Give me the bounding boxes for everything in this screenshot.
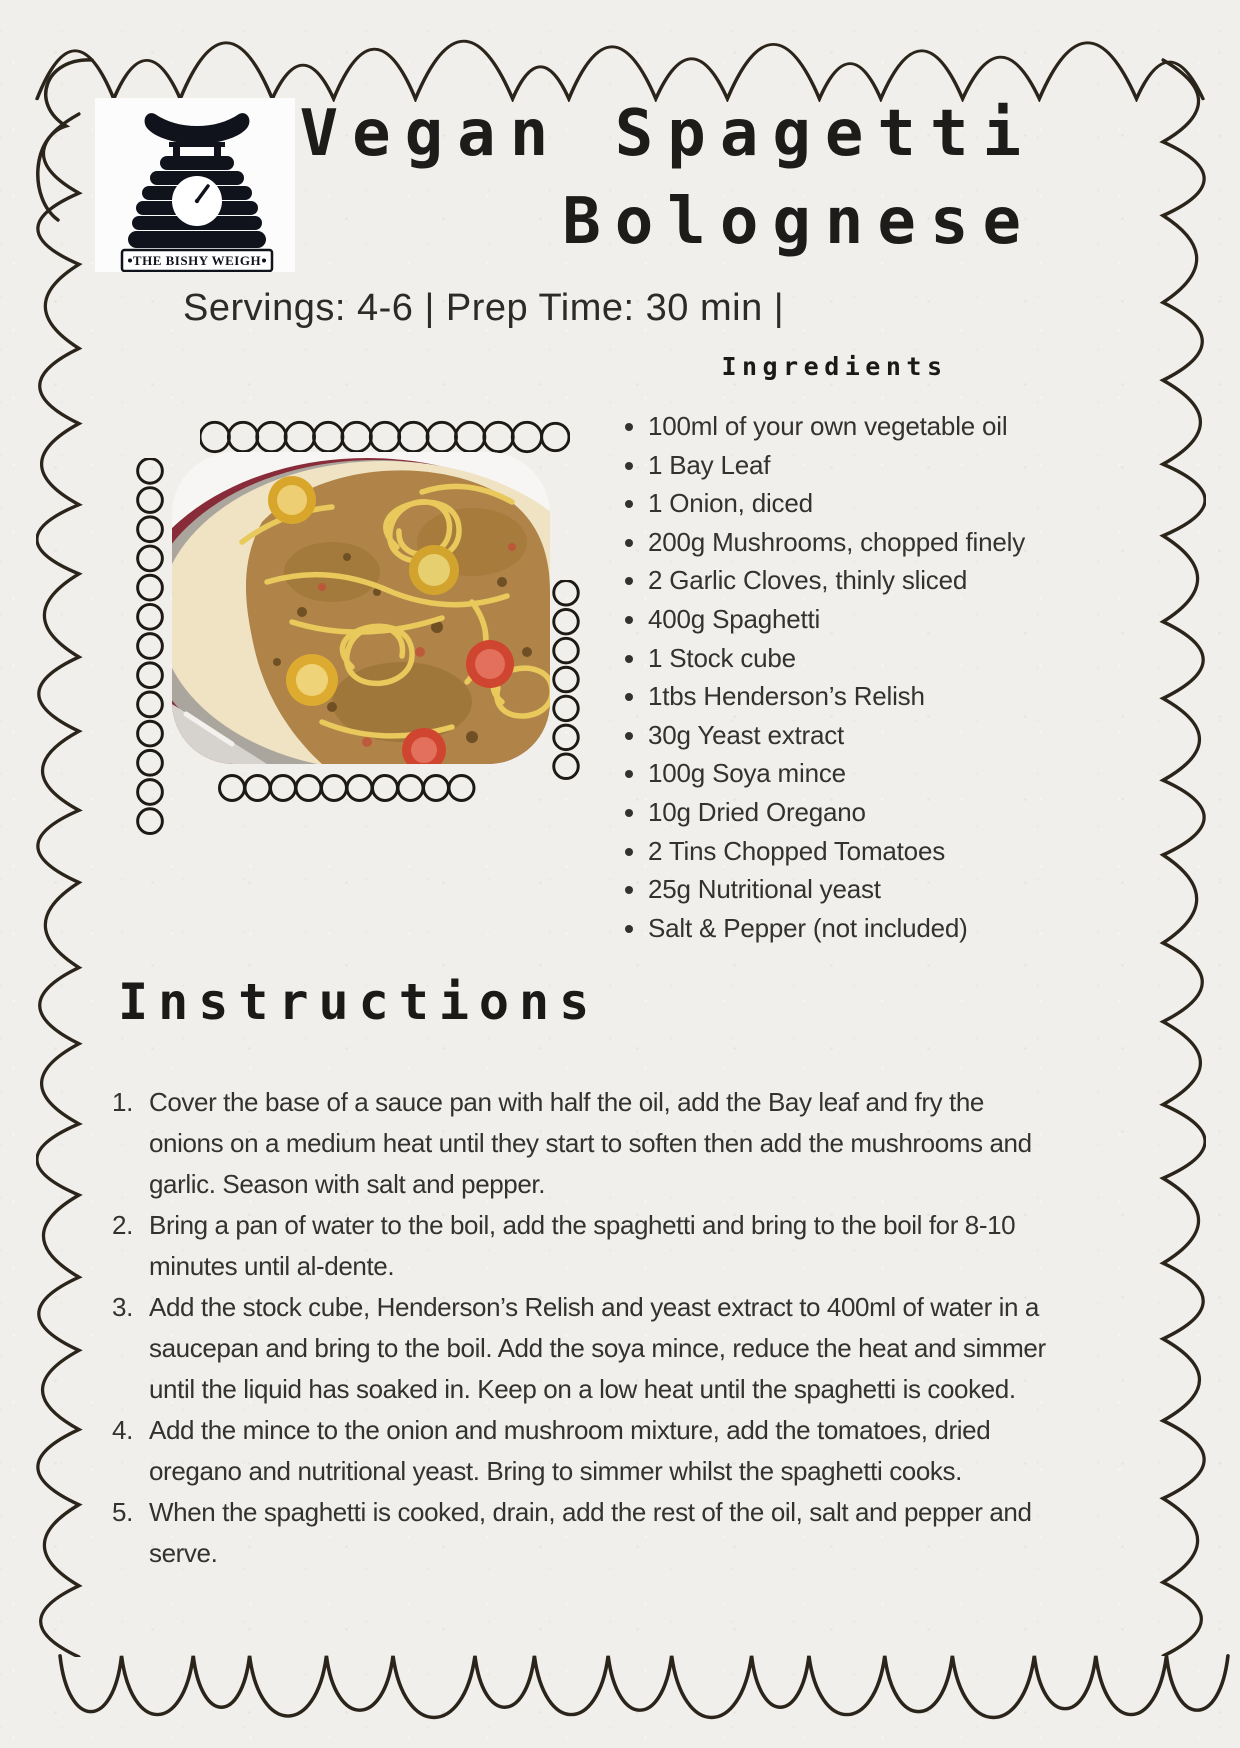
decorative-border-bottom — [58, 1650, 1230, 1740]
ingredient-item: • 1 Bay Leaf — [648, 446, 1057, 485]
ingredient-item: • 1 Stock cube — [648, 639, 1057, 678]
ingredient-item: • Salt & Pepper (not included) — [648, 909, 1057, 948]
recipe-title-line-2: Bolognese — [562, 185, 1035, 259]
recipe-title-line-1: Vegan Spagetti — [299, 97, 1035, 171]
instruction-step: Cover the base of a sauce pan with half the oil, add the Bay leaf and fry the onions on a medium heat until they start to soften then add the mushrooms and garlic. Season with salt and pepper. — [149, 1087, 1032, 1199]
servings-prep-time: Servings: 4-6 | Prep Time: 30 min | — [183, 287, 785, 329]
decorative-border-right — [1150, 58, 1206, 1656]
decorative-border-left — [36, 112, 92, 1657]
ingredient-item: • 30g Yeast extract — [648, 716, 1057, 755]
instruction-step: Bring a pan of water to the boil, add the spaghetti and bring to the boil for 8-10 minutes until al-dente. — [149, 1210, 1016, 1281]
ingredients-section — [612, 352, 1057, 947]
instruction-step: When the spaghetti is cooked, drain, add the rest of the oil, salt and pepper and serve. — [149, 1497, 1032, 1568]
ingredient-item: • 400g Spaghetti — [648, 600, 1057, 639]
photo-frame-squiggle-left — [136, 458, 164, 836]
ingredients-heading: Ingredients — [721, 352, 948, 381]
ingredient-item: • 2 Garlic Cloves, thinly sliced — [648, 561, 1057, 600]
kitchen-scale-icon — [95, 98, 295, 272]
ingredient-item: • 25g Nutritional yeast — [648, 870, 1057, 909]
ingredient-item: • 10g Dried Oregano — [648, 793, 1057, 832]
instructions-heading: Instructions — [118, 973, 600, 1031]
bishy-weigh-logo — [95, 98, 295, 272]
instruction-step: Add the mince to the onion and mushroom mixture, add the tomatoes, dried oregano and nutritional yeast. Bring to simmer whilst the spaghetti cooks. — [149, 1415, 991, 1486]
ingredient-item: • 1 Onion, diced — [648, 484, 1057, 523]
ingredient-item: • 100ml of your own vegetable oil — [648, 407, 1057, 446]
instruction-step: Add the stock cube, Henderson’s Relish and yeast extract to 400ml of water in a saucepan and bring to the boil. Add the soya mince, reduce the heat and simmer until the liquid has soaked in. Keep on a low heat until the spaghetti is cooked. — [149, 1292, 1046, 1404]
ingredient-item: • 2 Tins Chopped Tomatoes — [648, 832, 1057, 871]
photo-frame-squiggle-right — [552, 580, 580, 780]
photo-frame-squiggle-bottom — [218, 774, 476, 802]
recipe-title — [300, 90, 1035, 266]
ingredient-item: • 1tbs Henderson’s Relish — [648, 677, 1057, 716]
ingredient-item: • 100g Soya mince — [648, 754, 1057, 793]
ingredient-item: • 200g Mushrooms, chopped finely — [648, 523, 1057, 562]
instructions-list — [112, 1082, 1060, 1574]
logo-brand-text: THE BISHY WEIGH — [132, 253, 262, 268]
photo-frame-squiggle-top — [200, 420, 570, 454]
ingredients-list — [612, 407, 1057, 947]
spaghetti-bolognese-photo — [172, 452, 550, 764]
